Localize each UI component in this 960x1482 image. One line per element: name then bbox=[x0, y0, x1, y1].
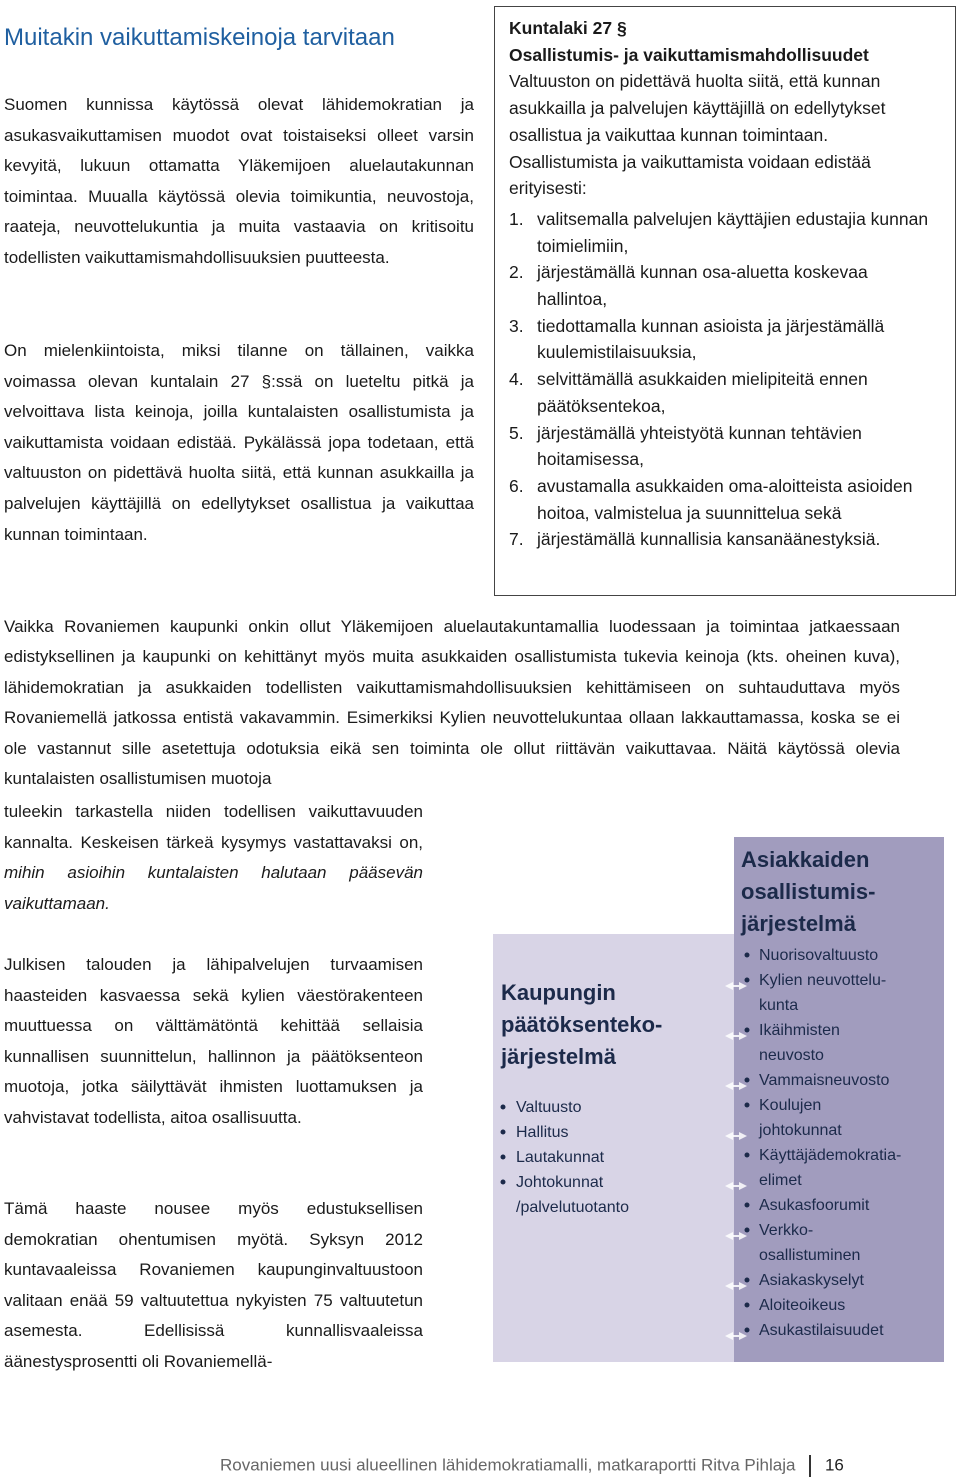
box-list-text: järjestämällä kunnan osa-aluetta koskevaa hallintoa, bbox=[537, 262, 868, 310]
right-block-item: Käyttäjädemokratia- bbox=[759, 1147, 902, 1164]
footer-divider bbox=[809, 1455, 811, 1477]
right-block-item: Kylien neuvottelu- bbox=[759, 972, 887, 989]
box-list-number: 3. bbox=[509, 315, 524, 336]
paragraph-rovaniemi: Vaikka Rovaniemen kaupunki onkin ollut Yläkemijoen aluelautakuntamallia luodessaan ja toimintaa jatkaessaan edistyksellinen ja kaupunki on kehittänyt myös muita asukkaiden osallistumista tukevia keinoja (kts. oheinen kuva), lähidemokratian ja asukkaiden todellisten vaikuttamismahdollisuuksien kehittämiseen on suhtauduttava myös Rovaniemellä jatkossa entistä vakavammin. Esimerkiksi Kylien neuvottelukuntaa ollaan lakkauttamassa, koska se ei ole vastannut sille asetettuja odotuksia eikä sen toiminta ole ollut riittävän vaikuttavaa. Näitä käytössä olevia kuntalaisten osallistumisen muotoja bbox=[4, 617, 900, 789]
bullet-icon bbox=[501, 1180, 506, 1185]
right-block-item: neuvosto bbox=[759, 1047, 824, 1064]
right-block-item: Koulujen bbox=[759, 1097, 822, 1114]
box-list-number: 6. bbox=[509, 475, 524, 496]
box-list-number: 7. bbox=[509, 529, 524, 550]
bullet-icon bbox=[501, 1105, 506, 1110]
question-text: tuleekin tarkastella niiden todellisen vaikuttavuuden kannalta. Keskeisen tärkeä kysymys vastattavaksi on, bbox=[4, 802, 423, 852]
box-list-number: 5. bbox=[509, 422, 524, 443]
paragraph-representative: Tämä haaste nousee myös edustuksellisen demokratian ohentumisen myötä. Syksyn 2012 kuntavaaleissa Rovaniemen kaupunginvaltuustoon valitaan enää 59 valtuutettua nykyisten 75 valtuutetun asemesta. Edellisissä kunnallisvaaleissa äänestysprosentti oli Rovaniemellä- bbox=[4, 1199, 423, 1371]
box-list-number: 1. bbox=[509, 208, 524, 229]
right-block-item: Aloiteoikeus bbox=[759, 1297, 846, 1314]
bullet-icon bbox=[745, 1078, 750, 1083]
left-block-title: Kaupungin bbox=[501, 980, 616, 1005]
bullet-icon bbox=[501, 1155, 506, 1160]
bullet-icon bbox=[745, 1328, 750, 1333]
right-block-title: järjestelmä bbox=[741, 911, 856, 936]
left-block-title: järjestelmä bbox=[501, 1044, 616, 1069]
box-title-law: Kuntalaki 27 § bbox=[509, 18, 627, 38]
box-list-item bbox=[509, 259, 941, 312]
box-list-text: avustamalla asukkaiden oma-aloitteista asioiden hoitoa, valmistelua ja suunnittelua sekä bbox=[537, 475, 913, 523]
footer-text: Rovaniemen uusi alueellinen lähidemokratiamalli, matkaraportti Ritva Pihlaja bbox=[220, 1455, 796, 1475]
box-list-item bbox=[509, 420, 941, 473]
bullet-icon bbox=[745, 1028, 750, 1033]
page-heading: Muitakin vaikuttamiskeinoja tarvitaan bbox=[4, 24, 395, 51]
bullet-icon bbox=[745, 1203, 750, 1208]
right-block-title: Asiakkaiden bbox=[741, 847, 870, 872]
right-block-item: Asukastilaisuudet bbox=[759, 1322, 884, 1339]
right-block-item: Nuorisovaltuusto bbox=[759, 947, 879, 964]
bullet-icon bbox=[745, 978, 750, 983]
left-block-item: /palvelutuotanto bbox=[516, 1199, 629, 1216]
right-block-item: johtokunnat bbox=[759, 1122, 842, 1139]
box-list-text: tiedottamalla kunnan asioista ja järjestämällä kuulemistilaisuuksia, bbox=[537, 315, 885, 363]
paragraph-challenges: Julkisen talouden ja lähipalvelujen turvaamisen haasteiden kasvaessa sekä kylien väestörakenteen muuttuessa on välttämätöntä kehittää sellaisia kunnallisen suunnittelun, hallinnon ja päätöksenteon muotoja, jotka säilyttävät ihmisten luottamuksen ja vahvistavat todellista, aitoa osallisuutta. bbox=[4, 955, 423, 1127]
kuntalaki-box bbox=[494, 6, 956, 596]
left-block-item: Hallitus bbox=[516, 1124, 569, 1141]
box-list-text: valitsemalla palvelujen käyttäjien edustajia kunnan toimielimiin, bbox=[537, 208, 929, 256]
box-title-subject: Osallistumis- ja vaikuttamismahdollisuudet bbox=[509, 44, 869, 65]
right-block-item: Asukasfoorumit bbox=[759, 1197, 870, 1214]
bullet-icon bbox=[501, 1130, 506, 1135]
bullet-icon bbox=[745, 1153, 750, 1158]
box-list-item bbox=[509, 473, 941, 526]
page-number: 16 bbox=[824, 1455, 844, 1475]
box-intro: Valtuuston on pidettävä huolta siitä, että kunnan asukkailla ja palvelujen käyttäjillä on edellytykset osallistua ja vaikuttaa kunnan toimintaan. Osallistumista ja vaikuttamista voidaan edistää erityisesti: bbox=[509, 71, 886, 199]
bullet-icon bbox=[745, 1228, 750, 1233]
left-block-item: Valtuusto bbox=[516, 1099, 582, 1116]
left-block-item: Johtokunnat bbox=[516, 1174, 604, 1191]
box-list-item bbox=[509, 206, 941, 259]
right-block-item: Ikäihmisten bbox=[759, 1022, 840, 1039]
right-block-item: elimet bbox=[759, 1172, 802, 1189]
paragraph-kuntalaki: On mielenkiintoista, miksi tilanne on tällainen, vaikka voimassa olevan kuntalain 27 §:ssä on lueteltu pitkä ja velvoittava lista keinoja, joilla kuntalaisten osallistumista ja vaikuttamista voidaan edistää. Pykälässä jopa todetaan, että valtuuston on pidettävä huolta siitä, että kunnan asukkailla ja palvelujen käyttäjillä on edellytykset osallistua ja vaikuttaa kunnan toimintaan. bbox=[4, 341, 474, 544]
box-list-number: 4. bbox=[509, 369, 524, 390]
box-list-text: selvittämällä asukkaiden mielipiteitä ennen päätöksentekoa, bbox=[537, 369, 868, 416]
left-block-item: Lautakunnat bbox=[516, 1149, 605, 1166]
right-block-item: kunta bbox=[759, 997, 799, 1014]
box-list-text: järjestämällä yhteistyötä kunnan tehtävien hoitamisessa, bbox=[537, 422, 862, 470]
page-footer bbox=[220, 1455, 920, 1477]
paragraph-question bbox=[4, 797, 423, 919]
box-list-text: järjestämällä kunnallisia kansanäänestyksiä. bbox=[537, 529, 881, 550]
right-block-item: Vammaisneuvosto bbox=[759, 1072, 890, 1089]
participation-graphic bbox=[491, 836, 945, 1362]
right-block-title: osallistumis- bbox=[741, 879, 876, 904]
bullet-icon bbox=[745, 953, 750, 958]
paragraph-intro: Suomen kunnissa käytössä olevat lähidemokratian ja asukasvaikuttamisen muodot ovat toistaiseksi olleet varsin kevyitä, lukuun ottamatta Yläkemijoen aluelautakunnan toimintaa. Muualla käytössä olevia toimikuntia, neuvostoja, raateja, neuvottelukuntia ja muita vastaavia on kritisoitu todellisten vaikuttamismahdollisuuksien puutteesta. bbox=[4, 95, 474, 267]
box-list-item bbox=[509, 526, 941, 553]
bullet-icon bbox=[745, 1278, 750, 1283]
box-list bbox=[509, 206, 941, 553]
question-emphasis: mihin asioihin kuntalaisten halutaan pääsevän vaikuttamaan. bbox=[4, 863, 423, 913]
box-list-number: 2. bbox=[509, 262, 524, 283]
right-block-item: Asiakaskyselyt bbox=[759, 1272, 864, 1289]
bullet-icon bbox=[745, 1303, 750, 1308]
box-list-item bbox=[509, 313, 941, 366]
right-block-item: osallistuminen bbox=[759, 1247, 861, 1264]
box-list-item bbox=[509, 366, 941, 419]
bullet-icon bbox=[745, 1103, 750, 1108]
left-block-title: päätöksenteko- bbox=[501, 1012, 663, 1037]
right-block-item: Verkko- bbox=[759, 1222, 814, 1239]
